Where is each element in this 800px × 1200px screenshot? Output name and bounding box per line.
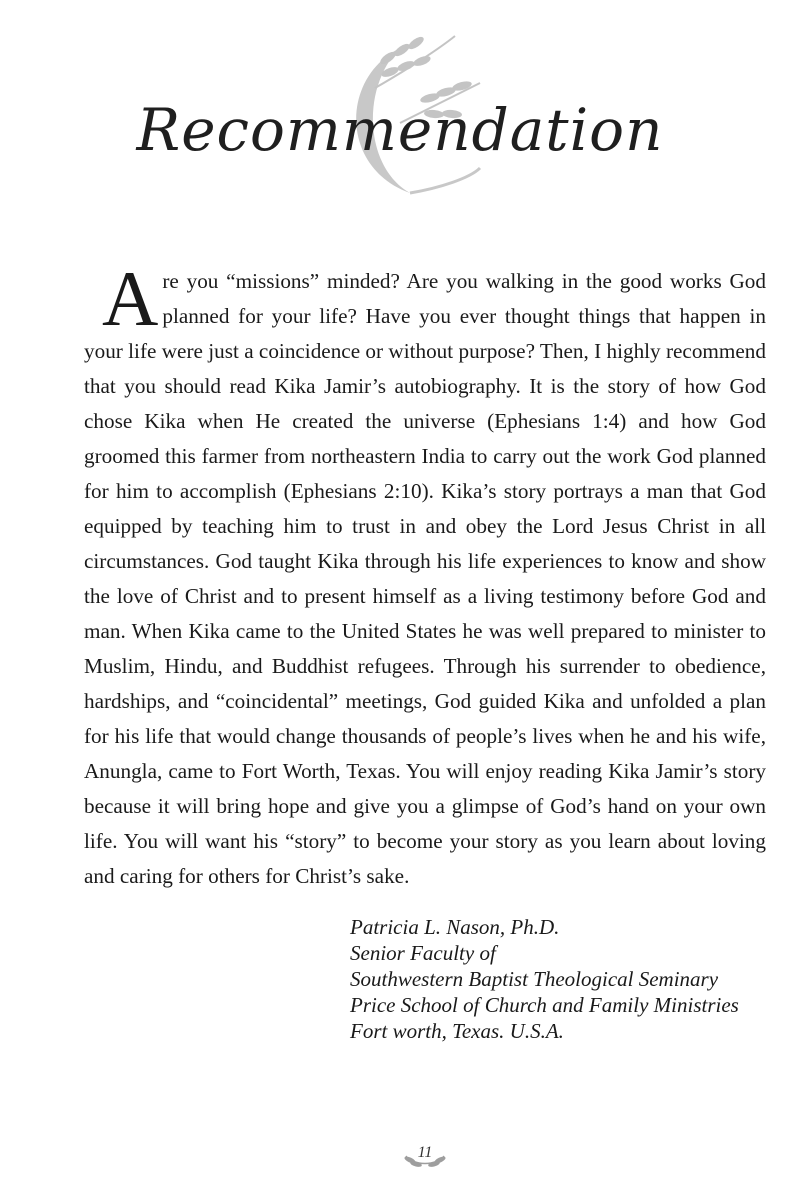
signature-title: Senior Faculty of bbox=[350, 941, 496, 965]
signature-school: Price School of Church and Family Ministries bbox=[350, 993, 739, 1017]
recommendation-paragraph bbox=[84, 255, 766, 894]
drop-cap: A bbox=[102, 255, 159, 342]
page-title: Recommendation bbox=[136, 96, 664, 164]
page-footer bbox=[0, 1140, 800, 1180]
signature-name: Patricia L. Nason, Ph.D. bbox=[350, 915, 560, 939]
signature-block bbox=[350, 914, 780, 1044]
signature-institution: Southwestern Baptist Theological Seminary bbox=[350, 967, 719, 991]
page-number: 11 bbox=[417, 1144, 433, 1161]
paragraph-text: re you “missions” minded? Are you walking in the good works God planned for your life? Have you ever thought things that happen in your life were just a coincidence or without purpose? Then, I highly recommend that you should read Kika Jamir’s autobiography. It is the story of how God chose Kika when He created the universe (Ephesians 1:4) and how God groomed this farmer from northeastern India to carry out the work God planned for him to accomplish (Ephesians 2:10). Kika’s story portrays a man that God equipped by teaching him to trust in and obey the Lord Jesus Christ in all circumstances. God taught Kika through his life experiences to know and show the love of Christ and to present himself as a living testimony before God and man. When Kika came to the United States he was well prepared to minister to Muslim, Hindu, and Buddhist refugees. Through his surrender to obedience, hardships, and “coincidental” meetings, God guided Kika and unfolded a plan for his life that would change thousands of people’s lives when he and his wife, Anungla, came to Fort Worth, Texas. You will enjoy reading Kika Jamir’s story because it will bring hope and give you a glimpse of God’s hand on your own life. You will want his “story” to become your story as you learn about loving and caring for others for Christ’s sake. bbox=[84, 269, 766, 888]
chapter-heading bbox=[0, 28, 800, 208]
signature-location: Fort worth, Texas. U.S.A. bbox=[350, 1019, 564, 1043]
